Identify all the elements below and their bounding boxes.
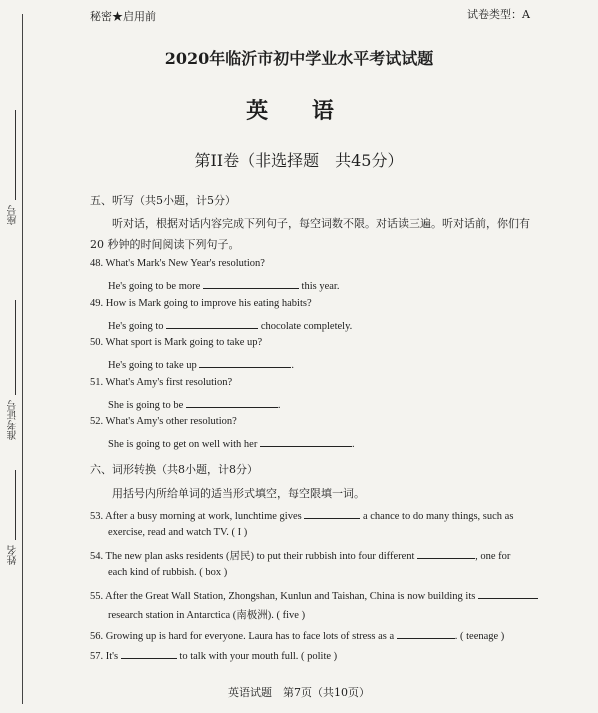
subject-title: 英 语 bbox=[246, 98, 352, 124]
page-footer: 英语试题 第7页（共10页） bbox=[228, 686, 370, 699]
question-49: 49. How is Mark going to improve his eating habits? bbox=[90, 298, 312, 309]
question-56: 56. Growing up is hard for everyone. Laura has to face lots of stress as a . ( teenage ) bbox=[90, 628, 504, 642]
question-55-line1: 55. After the Great Wall Station, Zhongshan, Kunlun and Taishan, China is now building its bbox=[90, 588, 538, 602]
part-title: 第II卷（非选择题 共45分） bbox=[194, 151, 404, 170]
answer-51: She is going to be . bbox=[108, 397, 281, 411]
answer-52: She is going to get on well with her . bbox=[108, 436, 355, 450]
question-50: 50. What sport is Mark going to take up? bbox=[90, 337, 263, 348]
name-fill-line bbox=[15, 470, 16, 540]
question-54-line1: 54. The new plan asks residents (居民) to put their rubbish into four different , one for bbox=[90, 548, 510, 563]
answer-blank-49[interactable] bbox=[166, 318, 258, 329]
question-54-line2: each kind of rubbish. ( box ) bbox=[108, 567, 228, 578]
exam-number-label: 准考证号 bbox=[8, 400, 19, 440]
question-51: 51. What's Amy's first resolution? bbox=[90, 377, 233, 388]
section6-heading: 六、词形转换（共8小题，计8分） bbox=[90, 463, 258, 476]
question-55-line2: research station in Antarctica (南极洲). ( five ) bbox=[108, 610, 306, 621]
section5-instruction-line2: 20 秒钟的时间阅读下列句子。 bbox=[90, 238, 240, 251]
seat-label: 座号 bbox=[8, 205, 19, 225]
paper-type: 试卷类型：A bbox=[467, 8, 530, 21]
answer-blank-55[interactable] bbox=[478, 588, 538, 599]
answer-blank-57[interactable] bbox=[121, 648, 177, 659]
exam-title: 2020年临沂市初中学业水平考试试题 bbox=[164, 49, 434, 68]
section5-heading: 五、听写（共5小题，计5分） bbox=[90, 194, 236, 207]
answer-48: He's going to be more this year. bbox=[108, 278, 339, 292]
question-48: 48. What's Mark's New Year's resolution? bbox=[90, 258, 265, 269]
name-label: 姓名 bbox=[8, 545, 19, 565]
question-52: 52. What's Amy's other resolution? bbox=[90, 416, 237, 427]
exam-number-fill-line bbox=[15, 300, 16, 395]
question-57: 57. It's to talk with your mouth full. ( polite ) bbox=[90, 648, 337, 662]
question-53-line2: exercise, read and watch TV. ( I ) bbox=[108, 527, 248, 538]
answer-blank-54[interactable] bbox=[417, 548, 475, 559]
answer-49: He's going to chocolate completely. bbox=[108, 318, 352, 332]
section6-instruction: 用括号内所给单词的适当形式填空，每空限填一词。 bbox=[112, 487, 365, 500]
question-53-line1: 53. After a busy morning at work, lunchtime gives a chance to do many things, such as bbox=[90, 508, 513, 522]
answer-blank-53[interactable] bbox=[304, 508, 360, 519]
answer-blank-52[interactable] bbox=[260, 436, 352, 447]
answer-50: He's going to take up . bbox=[108, 357, 294, 371]
section5-instruction-line1: 听对话，根据对话内容完成下列句子，每空词数不限。对话读三遍。听对话前，你们有 bbox=[112, 217, 530, 230]
answer-blank-56[interactable] bbox=[397, 628, 455, 639]
answer-blank-48[interactable] bbox=[203, 278, 299, 289]
answer-blank-50[interactable] bbox=[199, 357, 291, 368]
answer-blank-51[interactable] bbox=[186, 397, 278, 408]
confidential-mark: 秘密★启用前 bbox=[90, 10, 156, 23]
